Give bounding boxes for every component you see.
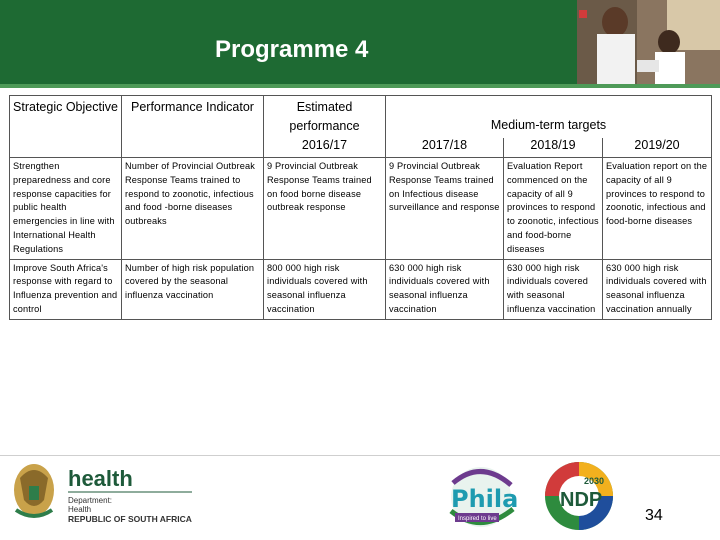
svg-text:REPUBLIC OF SOUTH AFRICA: REPUBLIC OF SOUTH AFRICA	[68, 514, 192, 524]
svg-text:Department:: Department:	[68, 496, 113, 505]
svg-text:Inspired to live: Inspired to live	[458, 516, 497, 522]
phila-logo	[445, 463, 527, 533]
header-year-2017-18: 2017/18	[386, 138, 504, 157]
cell-estimated: 9 Provincial Outbreak Response Teams trained on food borne disease outbreak response	[264, 158, 386, 260]
cell-objective: Strengthen preparedness and core response capacities for public health emergencies in line with International Health Regulations	[10, 158, 122, 260]
header-medium-term-targets: Medium-term targets	[490, 118, 607, 132]
header-estimated-performance: Estimated performance 2016/17	[264, 96, 386, 158]
programme-table	[9, 95, 712, 320]
header-performance-indicator: Performance Indicator	[122, 96, 264, 158]
header-stripe	[0, 84, 720, 88]
header-year-2019-20: 2019/20	[634, 138, 680, 153]
svg-text:Health: Health	[68, 505, 92, 514]
cell-target-2017-18: 630 000 high risk individuals covered with seasonal influenza vaccination	[386, 259, 504, 319]
cell-target-2018-19: 630 000 high risk individuals covered with seasonal influenza vaccination	[504, 259, 603, 319]
cell-target-2017-18: 9 Provincial Outbreak Response Teams trained on Infectious disease surveillance and response	[386, 158, 504, 260]
coat-of-arms-icon	[14, 464, 54, 516]
health-word: health	[68, 466, 133, 491]
header-strategic-objective: Strategic Objective	[10, 96, 122, 158]
header-year-2018-19: 2018/19	[504, 138, 603, 157]
ndp-2030-logo	[540, 460, 618, 532]
page-title: Programme 4	[215, 36, 369, 63]
table-row	[10, 259, 712, 319]
page-number: 34	[645, 507, 663, 524]
table-row	[10, 158, 712, 260]
cell-objective: Improve South Africa's response with regard to Influenza prevention and control	[10, 259, 122, 319]
phila-word: Phila	[451, 485, 519, 513]
cell-target-2019-20: Evaluation report on the capacity of all 9 provinces to respond to zoonotic, infectious and food-borne diseases	[606, 161, 708, 227]
cell-indicator: Number of Provincial Outbreak Response Teams trained to respond to zoonotic, infectious and food -borne diseases outbreaks	[122, 158, 264, 260]
cell-estimated: 800 000 high risk individuals covered with seasonal influenza vaccination	[264, 259, 386, 319]
cell-indicator: Number of high risk population covered by the seasonal influenza vaccination	[122, 259, 264, 319]
ndp-word: NDP	[560, 489, 603, 511]
svg-text:2030: 2030	[584, 476, 605, 486]
health-department-logo	[10, 460, 195, 528]
footer-divider	[0, 455, 720, 456]
cell-target-2018-19: Evaluation Report commenced on the capacity of all 9 provinces to respond to zoonotic, infectious and food-borne diseases	[504, 158, 603, 260]
cell-target-2019-20: 630 000 high risk individuals covered with seasonal influenza vaccination annually	[606, 262, 707, 314]
header-photo	[577, 0, 720, 84]
